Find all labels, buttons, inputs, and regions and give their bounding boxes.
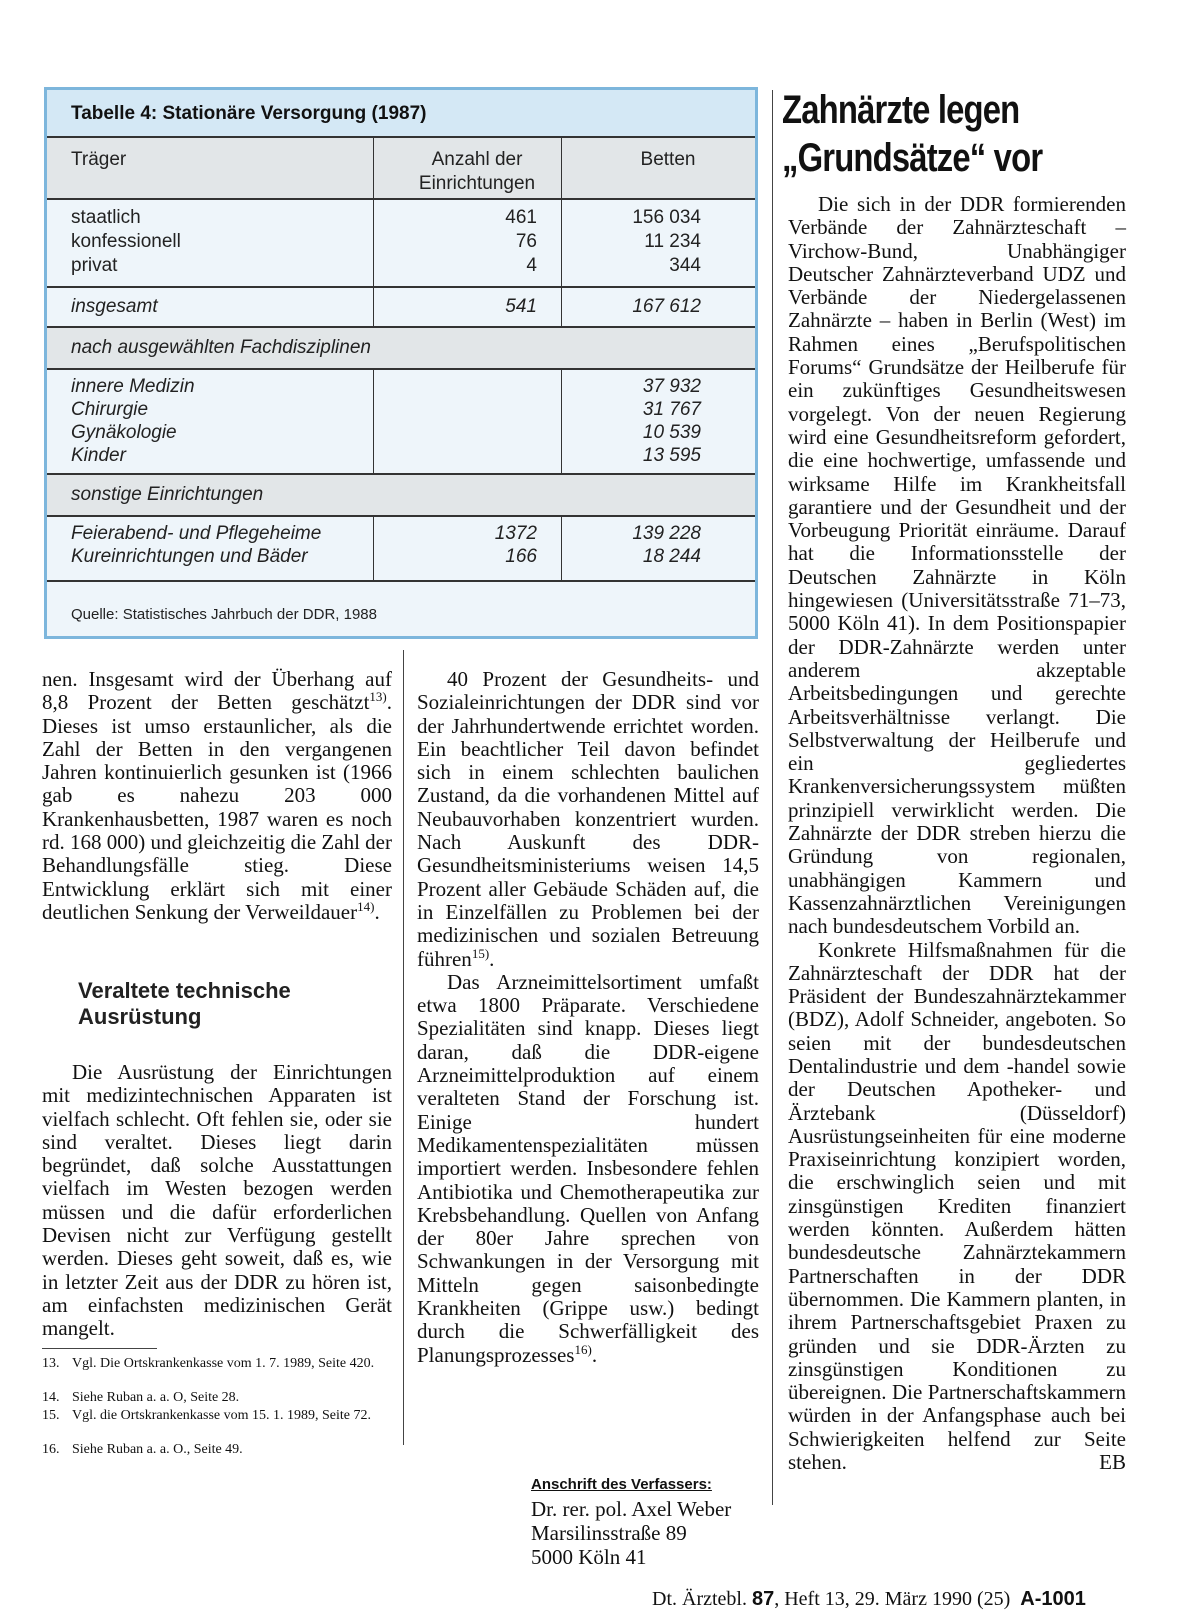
table-rule xyxy=(47,198,755,200)
fach-label: Kinder xyxy=(71,445,126,466)
footnote-ref: 15) xyxy=(471,945,490,961)
total-label: insgesamt xyxy=(71,296,158,317)
row-anzahl: 76 xyxy=(515,231,537,252)
total-betten: 167 612 xyxy=(632,296,701,317)
text: Konkrete Hilfsmaßnahmen für die Zahnärzteschaft der DDR hat der Präsident der Bundeszahnärztekammer (BDZ), Adolf Schneider, angeboten. So seien mit der bundesdeutschen Dentalindustrie und dem -handel sowie der Deutschen Apotheker- und Ärztebank (Düsseldorf) Ausrüstungseinheiten für eine moderne Praxiseinrichtung konzipiert worden, die erschwinglich seien und mit zinsgünstigen Krediten finanziert werden könnten. Außerdem hätten bundesdeutsche Zahnärztekammern Partnerschaften in der DDR übernommen. Die Kammern planten, in ihrem Partnerschaftsgebiet Praxen zu gründen und sie DDR-Ärzten zu zinsgünstigen Konditionen zu übereignen. Die Partnerschaftskammern würden in der Anfangsphase auch bei Schwierigkeiten helfend zur Seite stehen. xyxy=(788,937,1126,1475)
table-vline xyxy=(373,138,374,288)
total-anzahl: 541 xyxy=(505,296,537,317)
table-rule xyxy=(47,368,755,370)
table-rule xyxy=(47,515,755,517)
headline-line: „Grundsätze“ vor xyxy=(782,136,1043,180)
article-column-middle xyxy=(417,668,759,1367)
issue-info: , Heft 13, 29. März 1990 (25) xyxy=(774,1588,1011,1610)
text: . Dieses ist umso erstaunlicher, als die Zahl der Betten in den vergangenen Jahren kontinuierlich gesunken ist (1966 gab es nahezu 203 000 Krankenhausbetten, 1987 waren es noch rd. 168 000) und gleichzeitig die Zahl der Behandlungsfälle stieg. Diese Entwicklung erklärt sich mit einer deutlichen Senkung der Verweildauer xyxy=(42,690,392,924)
sonst-label: Feierabend- und Pflegeheime xyxy=(71,523,322,544)
row-label: privat xyxy=(71,255,118,276)
paragraph: Die Ausrüstung der Einrichtungen mit medizintechnischen Apparaten ist vielfach schlecht. Oft fehlen sie, oder sie sind veraltet. Dieses liegt darin begründet, daß solche Ausstattungen vielfach im Westen bezogen werden müssen und die dafür erforderlichen Devisen nicht zur Verfügung gestellt werden. Dieses geht soweit, daß es, wie in letzter Zeit aus der DDR zu hören ist, am einfachsten medizinischen Gerät mangelt. xyxy=(42,1060,392,1341)
article-column-left xyxy=(42,668,392,924)
table-title: Tabelle 4: Stationäre Versorgung (1987) xyxy=(47,90,755,138)
table-vline xyxy=(373,370,374,473)
author-signature: EB xyxy=(1099,1450,1126,1475)
footnote-ref: 13) xyxy=(369,689,387,705)
article-column-left-2 xyxy=(42,1061,392,1341)
header-anzahl-line1: Anzahl der xyxy=(431,149,523,170)
footnote-text: Vgl. die Ortskrankenkasse vom 15. 1. 1989, Seite 72. xyxy=(72,1408,372,1423)
table-source: Quelle: Statistisches Jahrbuch der DDR, 1988 xyxy=(71,606,377,623)
footnote-num: 14. xyxy=(42,1390,60,1405)
fach-label: Gynäkologie xyxy=(71,422,177,443)
section-sonst-label: sonstige Einrichtungen xyxy=(71,484,264,505)
footnote xyxy=(42,1442,392,1458)
fach-betten: 31 767 xyxy=(642,399,701,420)
footnote xyxy=(42,1390,392,1406)
table-vline xyxy=(561,138,562,288)
footnote xyxy=(42,1356,392,1372)
article-column-right xyxy=(788,193,1126,1474)
table-vline xyxy=(373,288,374,326)
row-anzahl: 4 xyxy=(526,255,537,276)
sonst-label: Kureinrichtungen und Bäder xyxy=(71,546,308,567)
row-label: konfessionell xyxy=(71,231,181,252)
statistics-table xyxy=(44,87,758,639)
fach-label: innere Medizin xyxy=(71,376,195,397)
column-divider xyxy=(403,650,404,1445)
row-label: staatlich xyxy=(71,207,141,228)
text: . xyxy=(591,1342,598,1367)
article-headline xyxy=(782,86,1042,182)
paragraph xyxy=(42,668,392,924)
fach-betten: 10 539 xyxy=(642,422,701,443)
footnote-rule xyxy=(42,1348,157,1349)
column-divider xyxy=(772,90,773,1505)
table-vline xyxy=(561,370,562,473)
text: . xyxy=(489,946,495,971)
footnote-text: Siehe Ruban a. a. O, Seite 28. xyxy=(72,1390,240,1405)
paragraph xyxy=(417,668,759,971)
footnote xyxy=(42,1408,392,1424)
page-number: A-1001 xyxy=(1020,1588,1086,1610)
header-betten: Betten xyxy=(640,149,696,170)
address-line: 5000 Köln 41 xyxy=(531,1545,647,1569)
fach-betten: 13 595 xyxy=(642,445,701,466)
footnote-text: Siehe Ruban a. a. O., Seite 49. xyxy=(72,1442,243,1457)
paragraph: Die sich in der DDR formierenden Verbände der Zahnärzteschaft – Virchow-Bund, Unabhängiger Deutscher Zahnärzteverband UDZ und Verbände der Niedergelassenen Zahnärzte – haben in Berlin (West) im Rahmen eines „Berufspolitischen Forums“ Grundsätze der Heilberufe für ein zukünftiges Gesundheitswesen vorgelegt. Von der neuen Regierung wird eine Gesundheitsreform gefordert, die eine hochwertige, umfassende und wirksame Hilfe im Krankheitsfall garantiere und der Gesundheit und der Vorbeugung Priorität einräume. Darauf hat die Informationsstelle der Deutschen Zahnärzte in Köln hingewiesen (Universitätsstraße 71–73, 5000 Köln 41). In dem Positionspapier der DDR-Zahnärzte werden unter anderem akzeptable Arbeitsbedingungen und gerechte Arbeitsverhältnisse verlangt. Die Selbstverwaltung der Heilberufe und ein gegliedertes Krankenversicherungssystem müßten prinzipiell verwirklicht werden. Die Zahnärzte der DDR streben hierzu die Gründung von regionalen, unabhängigen Kammern und Kassenzahnärztlichen Vereinigungen nach bundesdeutschem Vorbild an. xyxy=(788,192,1126,939)
subheading xyxy=(78,978,291,1030)
text: . xyxy=(374,899,380,924)
section-fach-label: nach ausgewählten Fachdisziplinen xyxy=(71,337,371,358)
text: Das Arzneimittelsortiment umfaßt etwa 1800 Präparate. Verschiedene Spezialitäten sind knapp. Dieses liegt daran, daß die DDR-eigene Arzneimittelproduktion auf einem veralteten Stand der Forschung ist. Einige hundert Medikamentenspezialitäten müssen importiert werden. Insbesondere fehlen Antibiotika und Chemotherapeutika zur Krebsbehandlung. Quellen von Anfang der 80er Jahre sprechen von Schwankungen in der Versorgung mit Mitteln gegen saisonbedingte Krankheiten (Grippe usw.) bedingt durch die Schwerfälligkeit des Planungsprozesses xyxy=(417,969,759,1367)
header-traeger: Träger xyxy=(71,149,127,170)
footnote-num: 13. xyxy=(42,1356,60,1371)
text: 40 Prozent der Gesundheits- und Sozialeinrichtungen der DDR sind vor der Jahrhundertwende errichtet worden. Ein beachtlicher Teil davon befindet sich in einem schlechten baulichen Zustand, da die vorhandenen Mittel auf Neubauvorhaben konzentriert wurden. Nach Auskunft des DDR-Gesundheitsministeriums weisen 14,5 Prozent aller Gebäude Schäden auf, die in Einzelfällen zu Problemen bei der medizinischen und sozialen Betreuung führen xyxy=(417,667,759,971)
table-rule xyxy=(47,580,755,582)
footnote-text: Vgl. Die Ortskrankenkasse vom 1. 7. 1989, Seite 420. xyxy=(72,1356,375,1371)
header-anzahl-line2: Einrichtungen xyxy=(418,173,536,194)
sonst-anzahl: 166 xyxy=(505,546,537,567)
table-vline xyxy=(373,517,374,580)
fach-label: Chirurgie xyxy=(71,399,149,420)
sonst-betten: 139 228 xyxy=(632,523,701,544)
row-anzahl: 461 xyxy=(505,207,537,228)
row-betten: 156 034 xyxy=(632,207,701,228)
text: nen. Insgesamt wird der Überhang auf 8,8 Prozent der Betten geschätzt xyxy=(42,667,392,715)
address-line: Dr. rer. pol. Axel Weber xyxy=(531,1497,732,1521)
author-address xyxy=(531,1497,731,1569)
page-footer xyxy=(652,1588,1086,1611)
headline-line: Zahnärzte legen xyxy=(782,88,1020,132)
fach-betten: 37 932 xyxy=(642,376,701,397)
address-label: Anschrift des Verfassers: xyxy=(531,1476,712,1493)
volume: 87 xyxy=(751,1588,775,1610)
subheading-line: Veraltete technische xyxy=(78,978,291,1003)
footnote-num: 15. xyxy=(42,1408,60,1423)
row-betten: 11 234 xyxy=(644,231,701,252)
footnote-ref: 14) xyxy=(357,898,375,914)
row-betten: 344 xyxy=(669,255,701,276)
address-line: Marsilinsstraße 89 xyxy=(531,1521,687,1545)
paragraph xyxy=(417,971,759,1367)
table-vline xyxy=(561,517,562,580)
journal-name: Dt. Ärztebl. xyxy=(652,1588,747,1610)
footnote-ref: 16) xyxy=(574,1341,592,1357)
paragraph xyxy=(788,939,1126,1475)
sonst-betten: 18 244 xyxy=(642,546,701,567)
footnote-num: 16. xyxy=(42,1442,60,1457)
sonst-anzahl: 1372 xyxy=(494,523,537,544)
table-vline xyxy=(561,288,562,326)
subheading-line: Ausrüstung xyxy=(78,1004,202,1029)
table-rule xyxy=(47,286,755,288)
